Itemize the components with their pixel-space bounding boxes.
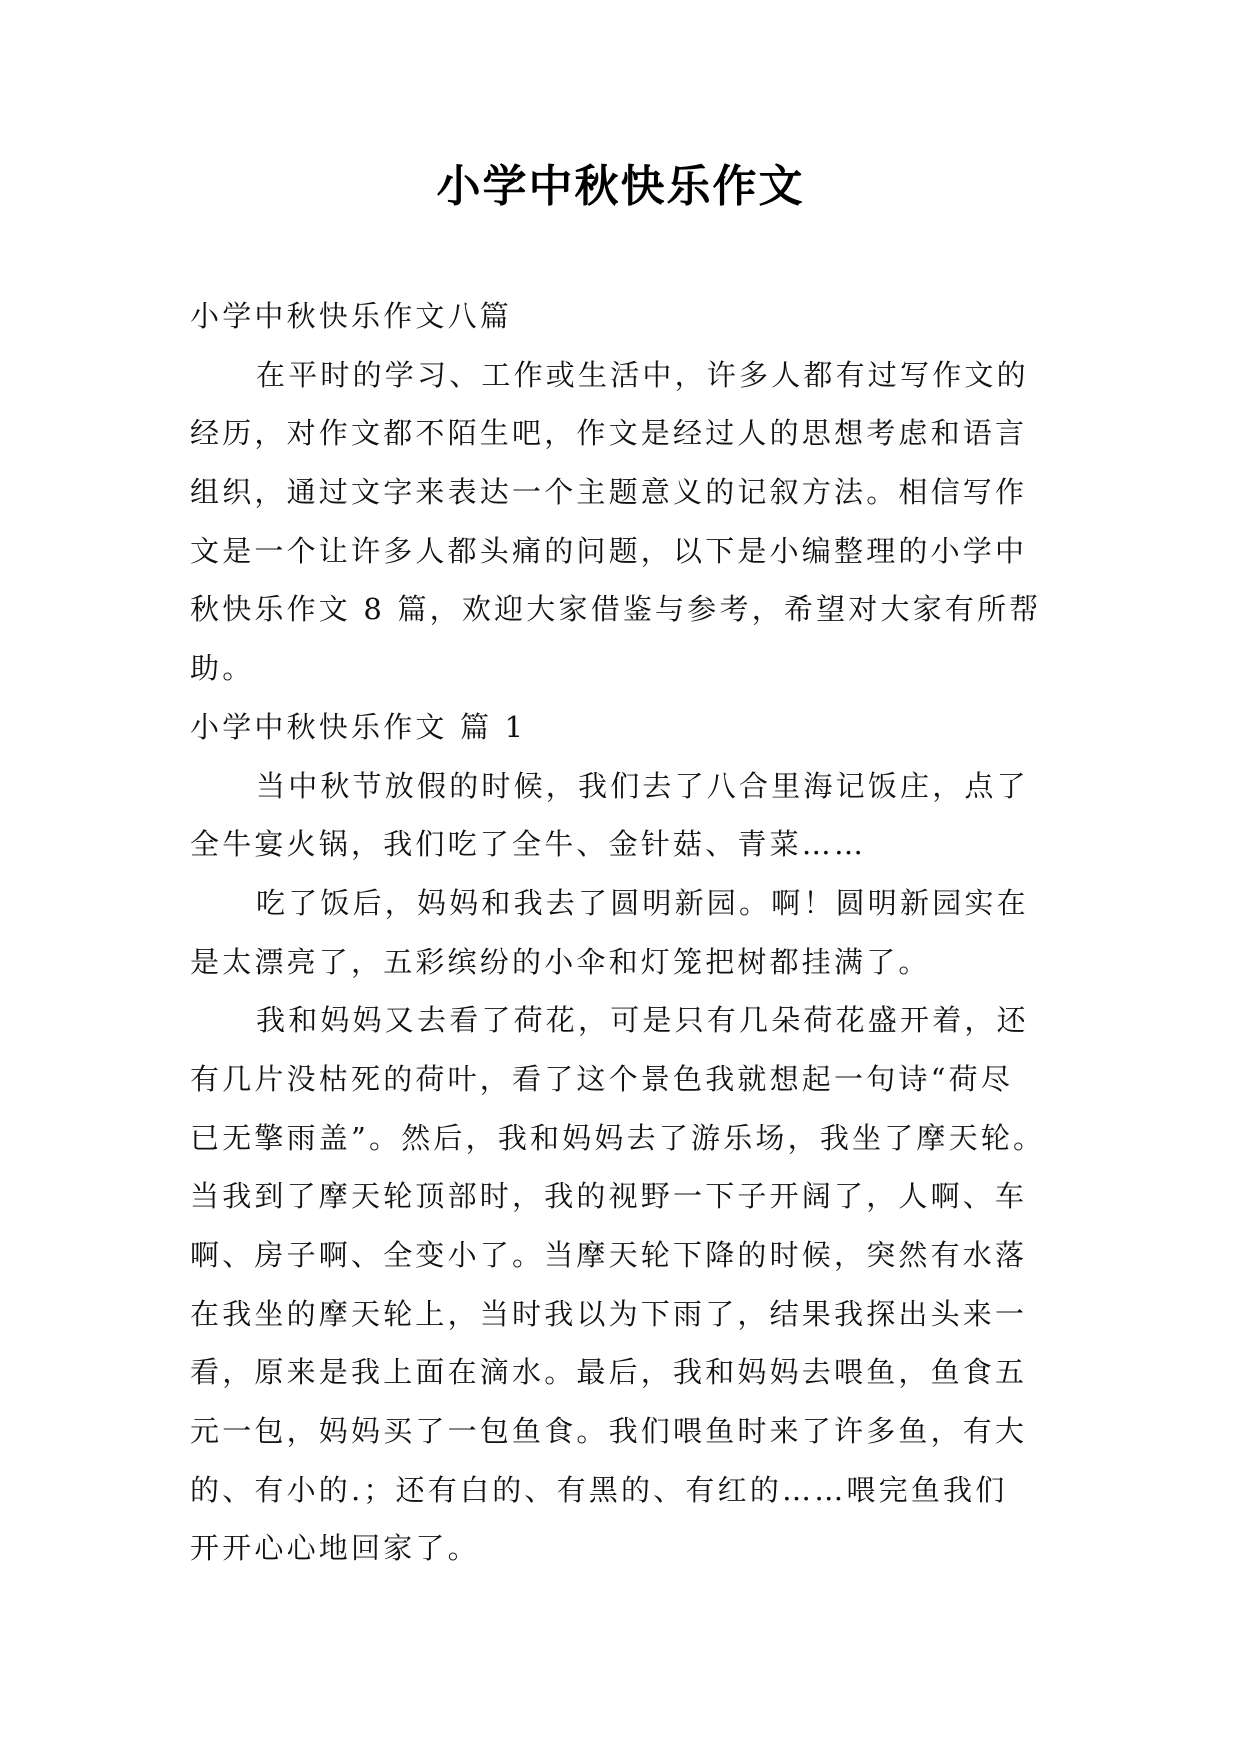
body-line: 组织，通过文字来表达一个主题意义的记叙方法。相信写作	[190, 475, 1028, 510]
section-heading: 小学中秋快乐作文 篇 1	[190, 709, 527, 744]
body-line: 吃了饭后，妈妈和我去了圆明新园。啊！圆明新园实在	[256, 885, 1029, 920]
body-line: 在我坐的摩天轮上，当时我以为下雨了，结果我探出头来一	[190, 1296, 1028, 1331]
body-line: 是太漂亮了，五彩缤纷的小伞和灯笼把树都挂满了。	[190, 944, 931, 979]
body-line: 已无擎雨盖”。然后，我和妈妈去了游乐场，我坐了摩天轮。	[190, 1120, 1046, 1155]
body-line: 在平时的学习、工作或生活中，许多人都有过写作文的	[256, 357, 1029, 392]
body-line: 看，原来是我上面在滴水。最后，我和妈妈去喂鱼，鱼食五	[190, 1355, 1028, 1390]
body-line: 的、有小的.；还有白的、有黑的、有红的……喂完鱼我们	[190, 1472, 1008, 1507]
body-line: 小学中秋快乐作文八篇	[190, 299, 513, 333]
document-body	[190, 287, 1060, 1578]
body-line: 当我到了摩天轮顶部时，我的视野一下子开阔了，人啊、车	[190, 1179, 1028, 1214]
body-line: 秋快乐作文 8 篇，欢迎大家借鉴与参考，希望对大家有所帮	[190, 592, 1042, 627]
body-line: 有几片没枯死的荷叶，看了这个景色我就想起一句诗“荷尽	[190, 1061, 1014, 1096]
body-line: 开开心心地回家了。	[190, 1531, 480, 1566]
body-line: 经历，对作文都不陌生吧，作文是经过人的思想考虑和语言	[190, 416, 1028, 451]
document-title: 小学中秋快乐作文	[436, 161, 805, 212]
body-line: 元一包，妈妈买了一包鱼食。我们喂鱼时来了许多鱼，有大	[190, 1414, 1028, 1449]
body-line: 当中秋节放假的时候，我们去了八合里海记饭庄，点了	[256, 768, 1029, 803]
body-line: 啊、房子啊、全变小了。当摩天轮下降的时候，突然有水落	[190, 1238, 1028, 1272]
body-line: 全牛宴火锅，我们吃了全牛、金针菇、青菜……	[190, 827, 867, 862]
body-line: 我和妈妈又去看了荷花，可是只有几朵荷花盛开着，还	[256, 1003, 1029, 1038]
body-line: 文是一个让许多人都头痛的问题，以下是小编整理的小学中	[190, 533, 1028, 568]
body-line: 助。	[190, 651, 255, 686]
